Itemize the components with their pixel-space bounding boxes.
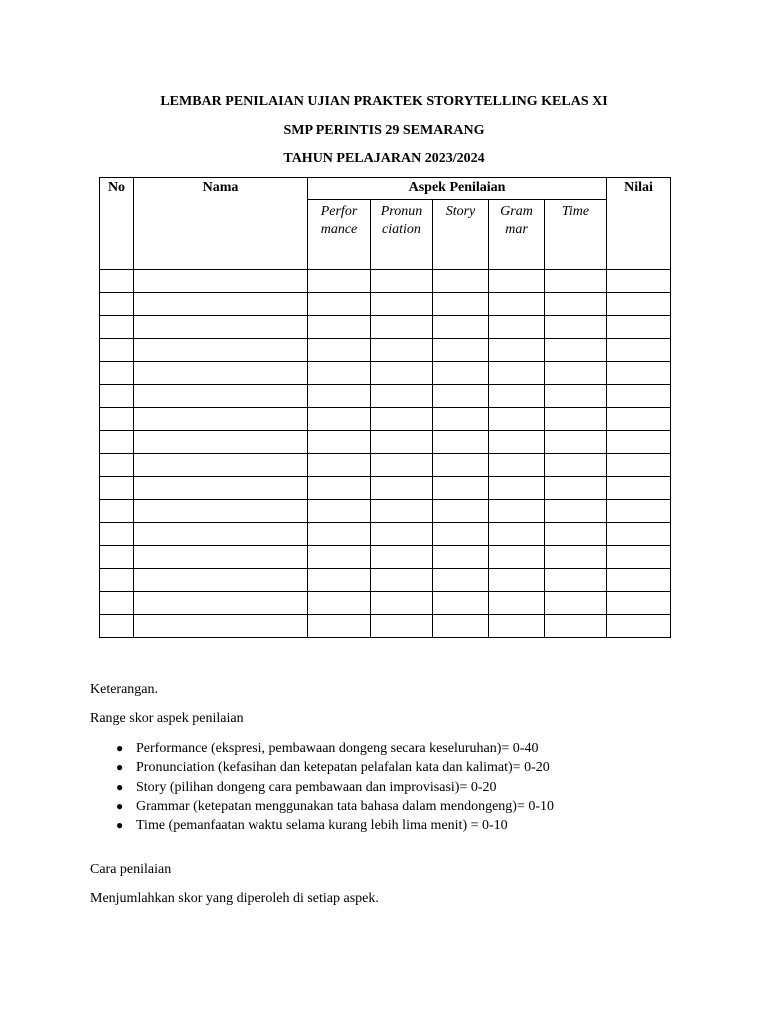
table-cell[interactable] [134,408,308,431]
table-cell[interactable] [134,316,308,339]
table-cell[interactable] [433,385,489,408]
table-cell[interactable] [371,385,433,408]
bullet-icon: ● [116,760,124,775]
table-cell[interactable] [308,293,371,316]
table-cell[interactable] [100,316,134,339]
table-cell[interactable] [607,569,671,592]
table-cell[interactable] [607,316,671,339]
table-cell[interactable] [545,316,607,339]
header-nilai: Nilai [607,178,671,270]
table-cell[interactable] [308,523,371,546]
table-row [100,500,671,523]
table-cell[interactable] [100,500,134,523]
table-cell[interactable] [433,362,489,385]
table-cell[interactable] [607,270,671,293]
table-cell[interactable] [308,592,371,615]
table-cell[interactable] [134,339,308,362]
table-cell[interactable] [100,362,134,385]
table-row [100,362,671,385]
academic-year: TAHUN PELAJARAN 2023/2024 [283,151,485,166]
cara-penilaian-title: Cara penilaian [90,862,172,877]
header-story: Story [433,200,489,270]
table-cell[interactable] [433,270,489,293]
header-pronunciation: Pronun ciation [371,200,433,270]
header-grammar: Gram mar [489,200,545,270]
table-cell[interactable] [545,546,607,569]
table-cell[interactable] [489,431,545,454]
table-cell[interactable] [607,431,671,454]
header-performance: Perfor mance [308,200,371,270]
table-cell[interactable] [433,431,489,454]
list-item: ● Grammar (ketepatan menggunakan tata bahasa dalam mendongeng)= 0-10 [90,797,554,816]
table-cell[interactable] [489,339,545,362]
table-cell[interactable] [607,293,671,316]
table-cell[interactable] [489,454,545,477]
table-cell[interactable] [545,569,607,592]
table-cell[interactable] [134,592,308,615]
table-cell[interactable] [371,615,433,638]
table-cell[interactable] [371,592,433,615]
table-cell[interactable] [308,615,371,638]
bullet-icon: ● [116,818,124,833]
table-cell[interactable] [433,408,489,431]
bullet-icon: ● [116,741,124,755]
table-cell[interactable] [371,362,433,385]
table-cell[interactable] [433,546,489,569]
table-cell[interactable] [545,431,607,454]
table-cell[interactable] [308,385,371,408]
table-cell[interactable] [371,500,433,523]
table-cell[interactable] [100,523,134,546]
header-time: Time [545,200,607,270]
table-cell[interactable] [100,477,134,500]
document-title: LEMBAR PENILAIAN UJIAN PRAKTEK STORYTELLING KELAS XI [160,94,608,109]
table-cell[interactable] [607,477,671,500]
list-item: ● Performance (ekspresi, pembawaan dongeng secara keseluruhan)= 0-40 [90,739,554,758]
table-cell[interactable] [545,339,607,362]
table-cell[interactable] [371,477,433,500]
table-cell[interactable] [489,316,545,339]
table-cell[interactable] [100,385,134,408]
table-cell[interactable] [134,454,308,477]
table-cell[interactable] [489,569,545,592]
table-cell[interactable] [100,592,134,615]
list-item: ● Time (pemanfaatan waktu selama kurang lebih lima menit) = 0-10 [90,816,554,835]
table-cell[interactable] [308,569,371,592]
table-row [100,569,671,592]
table-cell[interactable] [433,477,489,500]
table-cell[interactable] [607,362,671,385]
table-cell[interactable] [433,592,489,615]
table-cell[interactable] [134,500,308,523]
table-cell[interactable] [433,293,489,316]
table-cell[interactable] [433,523,489,546]
table-row [100,454,671,477]
table-cell[interactable] [100,339,134,362]
table-cell[interactable] [489,615,545,638]
table-cell[interactable] [371,408,433,431]
table-cell[interactable] [134,362,308,385]
bullet-icon: ● [116,798,124,813]
table-cell[interactable] [134,293,308,316]
table-cell[interactable] [100,615,134,638]
table-cell[interactable] [308,454,371,477]
table-cell[interactable] [433,454,489,477]
table-cell[interactable] [607,339,671,362]
table-row [100,339,671,362]
table-cell[interactable] [545,592,607,615]
table-cell[interactable] [489,270,545,293]
table-cell[interactable] [489,362,545,385]
table-cell[interactable] [545,454,607,477]
school-name: SMP PERINTIS 29 SEMARANG [283,123,485,138]
table-row [100,385,671,408]
table-cell[interactable] [489,592,545,615]
table-row [100,293,671,316]
table-cell[interactable] [545,477,607,500]
table-cell[interactable] [489,385,545,408]
table-cell[interactable] [371,569,433,592]
table-cell[interactable] [607,454,671,477]
table-cell[interactable] [134,270,308,293]
list-item: ● Story (pilihan dongeng cara pembawaan dan improvisasi)= 0-20 [90,778,554,797]
list-item: ● Pronunciation (kefasihan dan ketepatan pelafalan kata dan kalimat)= 0-20 [90,758,554,777]
table-cell[interactable] [489,293,545,316]
table-row [100,316,671,339]
table-cell[interactable] [308,339,371,362]
table-cell[interactable] [371,270,433,293]
table-cell[interactable] [134,431,308,454]
header-aspek-penilaian: Aspek Penilaian [308,178,607,200]
table-cell[interactable] [100,293,134,316]
table-cell[interactable] [371,293,433,316]
table-row [100,408,671,431]
table-cell[interactable] [607,615,671,638]
table-cell[interactable] [545,385,607,408]
table-row [100,431,671,454]
table-cell[interactable] [134,523,308,546]
table-cell[interactable] [134,546,308,569]
table-cell[interactable] [433,569,489,592]
table-cell[interactable] [433,615,489,638]
table-cell[interactable] [433,316,489,339]
table-cell[interactable] [545,615,607,638]
table-cell[interactable] [100,408,134,431]
table-cell[interactable] [489,408,545,431]
header-no: No [100,178,134,270]
table-cell[interactable] [134,477,308,500]
criteria-list [90,739,554,835]
table-cell[interactable] [308,477,371,500]
table-cell[interactable] [545,362,607,385]
bullet-icon: ● [116,779,124,794]
table-cell[interactable] [433,339,489,362]
table-cell[interactable] [371,431,433,454]
table-cell[interactable] [308,362,371,385]
table-cell[interactable] [545,270,607,293]
table-cell[interactable] [607,523,671,546]
table-cell[interactable] [371,339,433,362]
table-row [100,477,671,500]
table-cell[interactable] [489,523,545,546]
table-cell[interactable] [308,408,371,431]
table-cell[interactable] [371,316,433,339]
table-cell[interactable] [371,454,433,477]
table-cell[interactable] [134,615,308,638]
table-cell[interactable] [433,500,489,523]
table-cell[interactable] [545,408,607,431]
table-cell[interactable] [100,546,134,569]
assessment-table [99,177,671,638]
table-cell[interactable] [607,408,671,431]
table-cell[interactable] [100,431,134,454]
table-row [100,546,671,569]
table-cell[interactable] [489,546,545,569]
table-cell[interactable] [607,385,671,408]
table-cell[interactable] [100,270,134,293]
table-row [100,592,671,615]
table-cell[interactable] [100,454,134,477]
table-cell[interactable] [100,569,134,592]
table-cell[interactable] [545,293,607,316]
empty-rows [100,270,671,638]
table-cell[interactable] [134,569,308,592]
table-row [100,270,671,293]
table-cell[interactable] [489,477,545,500]
keterangan-label: Keterangan. [90,682,159,697]
table-cell[interactable] [607,592,671,615]
table-cell[interactable] [607,546,671,569]
table-cell[interactable] [607,500,671,523]
table-cell[interactable] [545,523,607,546]
table-row [100,523,671,546]
header-nama: Nama [134,178,308,270]
table-cell[interactable] [134,385,308,408]
table-cell[interactable] [308,500,371,523]
table-cell[interactable] [308,431,371,454]
table-cell[interactable] [371,546,433,569]
table-cell[interactable] [308,546,371,569]
table-cell[interactable] [545,500,607,523]
range-title: Range skor aspek penilaian [90,711,244,726]
table-cell[interactable] [308,270,371,293]
table-cell[interactable] [489,500,545,523]
cara-penilaian-text: Menjumlahkan skor yang diperoleh di setiap aspek. [90,891,379,906]
table-cell[interactable] [308,316,371,339]
table-row [100,615,671,638]
table-cell[interactable] [371,523,433,546]
